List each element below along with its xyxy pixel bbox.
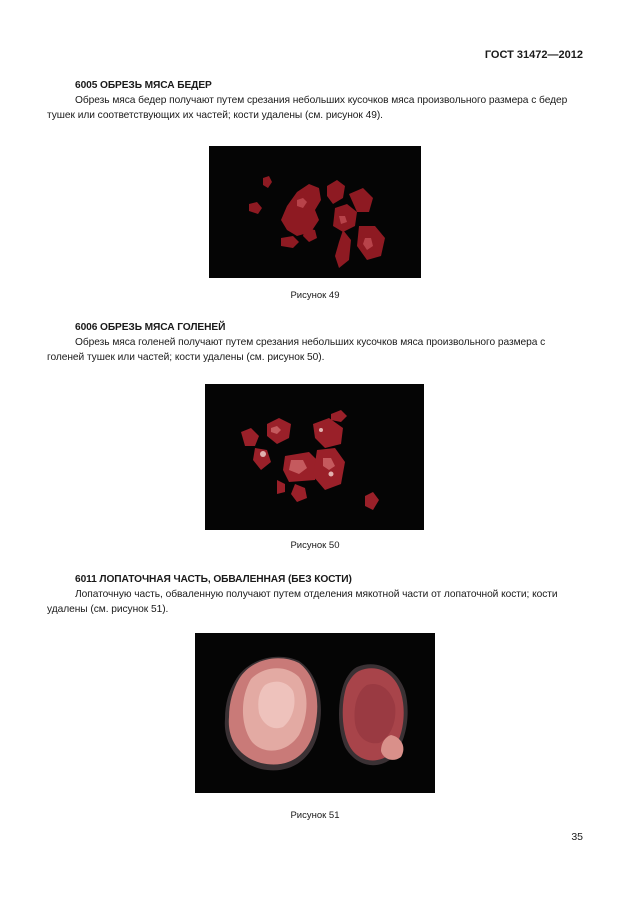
section-text-6011: Лопаточную часть, обваленную получают путем отделения мякотной части от лопаточной кости; кости удалены (см. рисунок 51).: [47, 589, 558, 615]
section-heading-6006: 6006 ОБРЕЗЬ МЯСА ГОЛЕНЕЙ: [75, 322, 226, 333]
figure-50-photo: [205, 384, 424, 530]
standard-number: ГОСТ 31472—2012: [484, 49, 583, 61]
figure-51-photo: [195, 633, 435, 793]
shoulder-boneless-image: [195, 633, 435, 793]
meat-trimmings-shin-image: [205, 384, 424, 530]
section-heading-6011: 6011 ЛОПАТОЧНАЯ ЧАСТЬ, ОБВАЛЕННАЯ (БЕЗ КОСТИ): [75, 574, 352, 585]
section-text-6006: Обрезь мяса голеней получают путем срезания небольших кусочков мяса произвольного размера с голеней тушек или частей; кости удалены (см. рисунок 50).: [47, 337, 546, 363]
figure-50-caption: Рисунок 50: [290, 540, 340, 551]
figure-49-caption: Рисунок 49: [290, 290, 340, 301]
page-number: 35: [571, 831, 583, 843]
figure-51-caption: Рисунок 51: [290, 810, 340, 821]
section-heading-6005: 6005 ОБРЕЗЬ МЯСА БЕДЕР: [75, 80, 212, 91]
figure-49-photo: [209, 146, 421, 278]
meat-trimmings-thigh-image: [209, 146, 421, 278]
section-text-6005: Обрезь мяса бедер получают путем срезания небольших кусочков мяса произвольного размера с бедер тушек или соответствующих их частей; кости удалены (см. рисунок 49).: [47, 95, 568, 121]
